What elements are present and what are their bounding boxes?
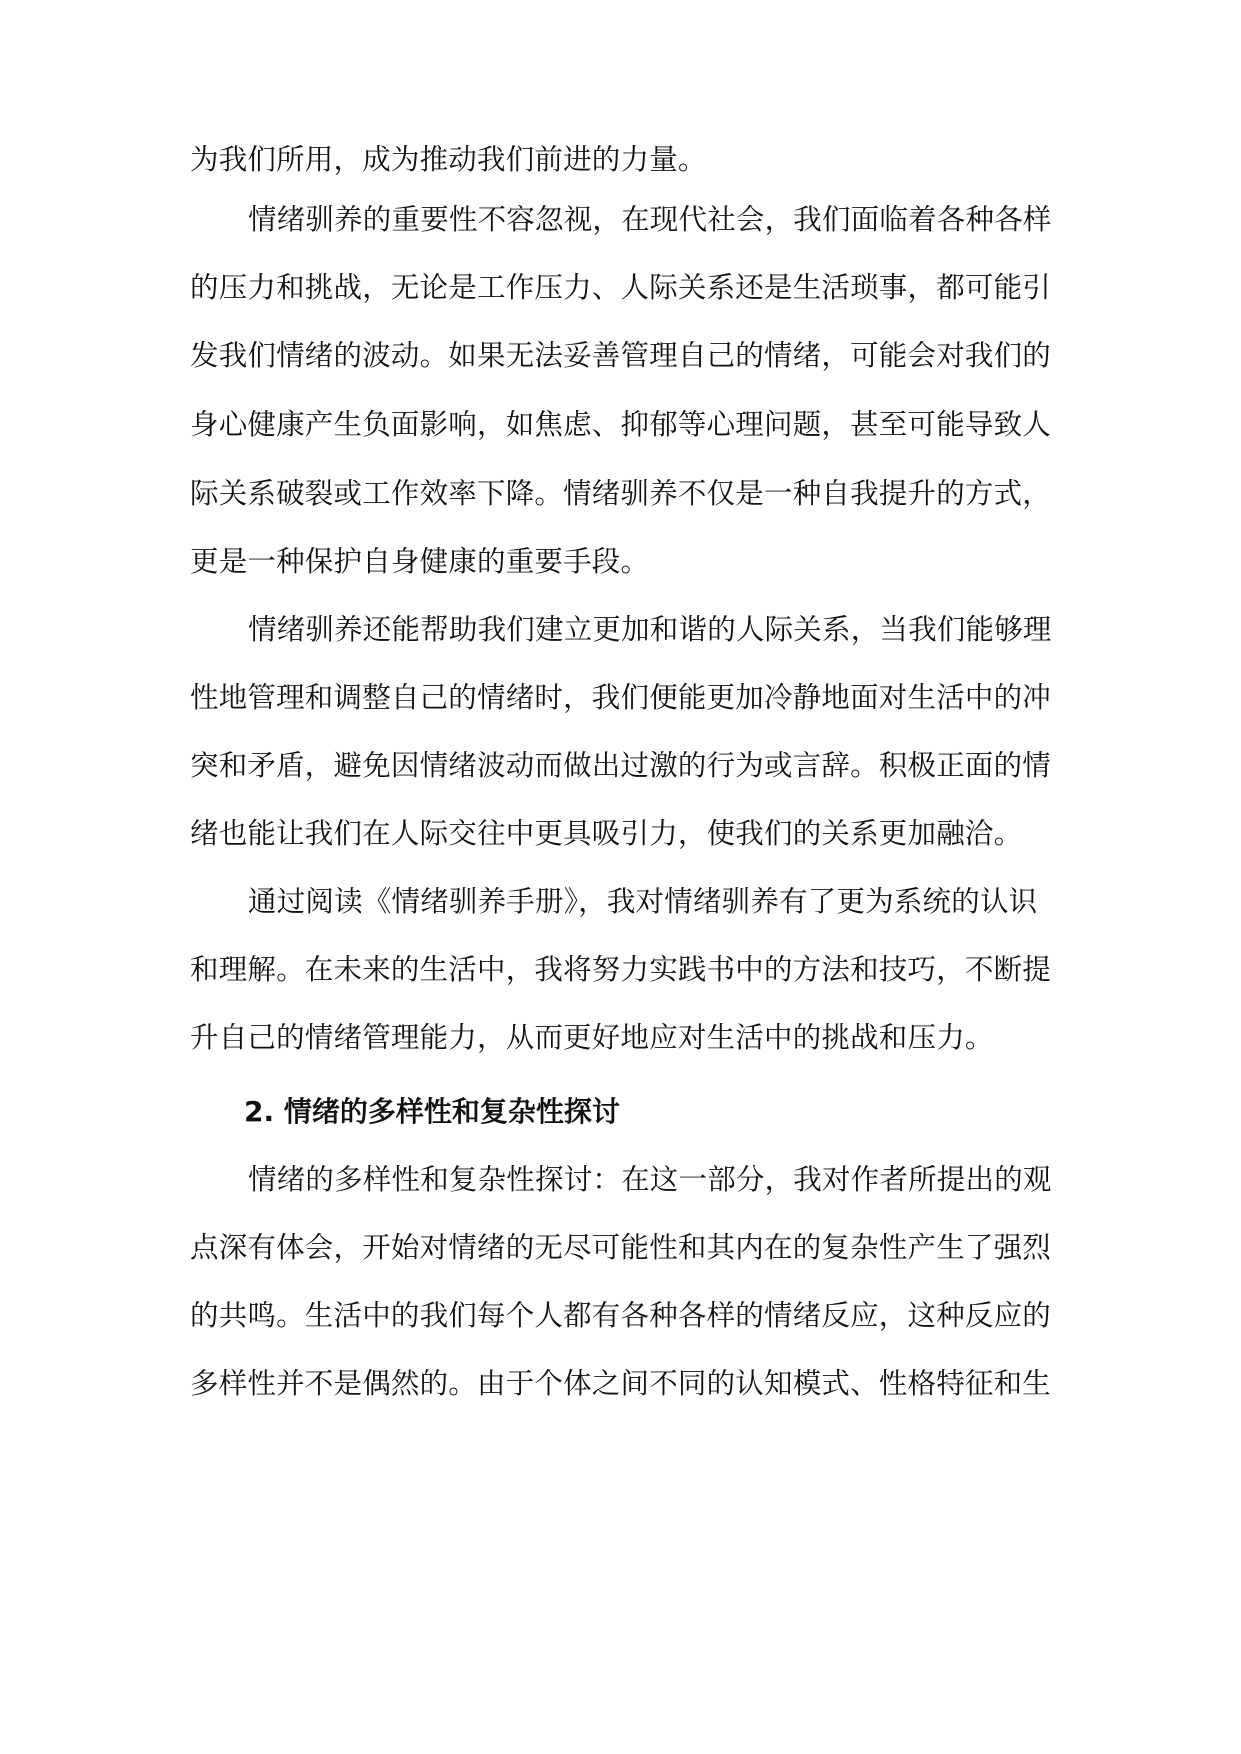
- paragraph-2-line-4: 身心健康产生负面影响，如焦虑、抑郁等心理问题，甚至可能导致人: [190, 408, 1052, 441]
- paragraph-3-line-2: 性地管理和调整自己的情绪时，我们便能更加冷静地面对生活中的冲: [190, 681, 1052, 714]
- paragraph-2-line-2: 的压力和挑战，无论是工作压力、人际关系还是生活琐事，都可能引: [190, 271, 1052, 304]
- paragraph-3-line-4: 绪也能让我们在人际交往中更具吸引力，使我们的关系更加融洽。: [190, 817, 1023, 850]
- paragraph-5-line-2: 点深有体会，开始对情绪的无尽可能性和其内在的复杂性产生了强烈: [190, 1231, 1052, 1264]
- paragraph-5-line-4: 多样性并不是偶然的。由于个体之间不同的认知模式、性格特征和生: [190, 1367, 1052, 1400]
- paragraph-2-line-5: 际关系破裂或工作效率下降。情绪驯养不仅是一种自我提升的方式，: [190, 477, 1052, 510]
- section-heading: 2. 情绪的多样性和复杂性探讨: [244, 1095, 620, 1128]
- paragraph-1-line-1: 为我们所用，成为推动我们前进的力量。: [190, 143, 707, 176]
- paragraph-3-line-3: 突和矛盾，避免因情绪波动而做出过激的行为或言辞。积极正面的情: [190, 749, 1052, 782]
- paragraph-4-line-2: 和理解。在未来的生活中，我将努力实践书中的方法和技巧，不断提: [190, 953, 1052, 986]
- paragraph-3-line-1: 情绪驯养还能帮助我们建立更加和谐的人际关系，当我们能够理: [248, 613, 1052, 646]
- paragraph-2-line-3: 发我们情绪的波动。如果无法妥善管理自己的情绪，可能会对我们的: [190, 339, 1052, 372]
- paragraph-4-line-3: 升自己的情绪管理能力，从而更好地应对生活中的挑战和压力。: [190, 1021, 994, 1054]
- paragraph-4-line-1: 通过阅读《情绪驯养手册》，我对情绪驯养有了更为系统的认识: [248, 885, 1038, 918]
- paragraph-5-line-3: 的共鸣。生活中的我们每个人都有各种各样的情绪反应，这种反应的: [190, 1299, 1052, 1332]
- paragraph-5-line-1: 情绪的多样性和复杂性探讨：在这一部分，我对作者所提出的观: [248, 1163, 1052, 1196]
- paragraph-2-line-1: 情绪驯养的重要性不容忽视，在现代社会，我们面临着各种各样: [248, 203, 1052, 236]
- paragraph-2-line-6: 更是一种保护自身健康的重要手段。: [190, 545, 650, 578]
